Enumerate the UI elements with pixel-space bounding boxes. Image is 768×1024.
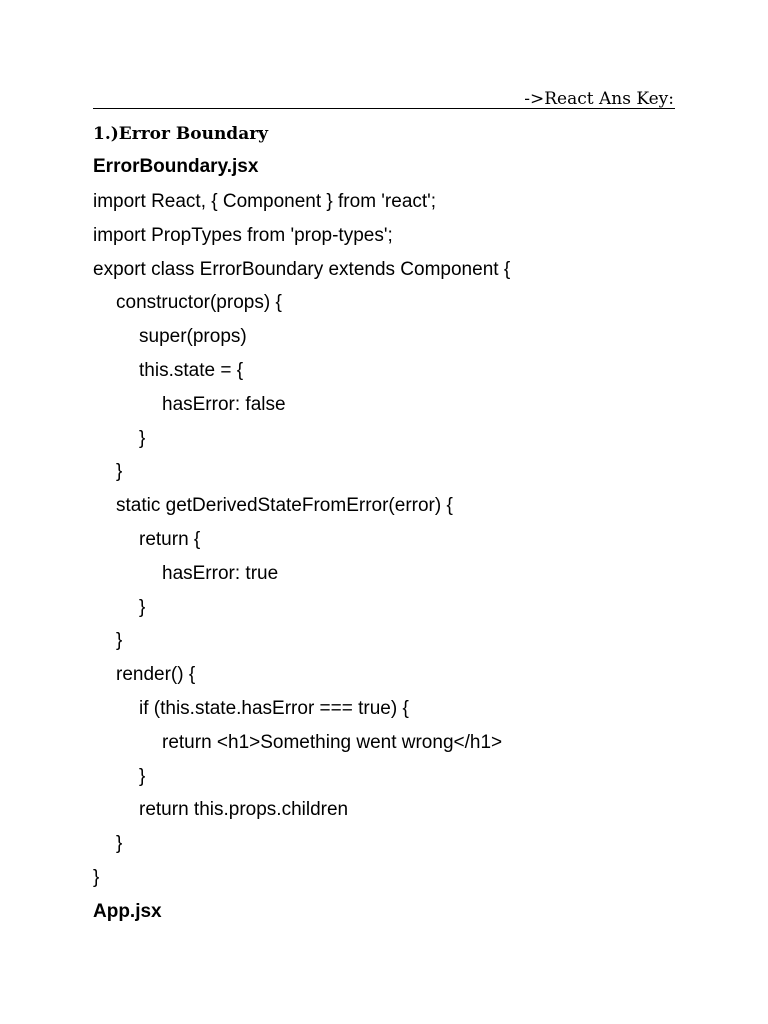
code-line: import React, { Component } from 'react'; — [93, 191, 437, 212]
code-line: return this.props.children — [139, 799, 349, 821]
error-boundary-code-block — [93, 190, 510, 900]
code-line: super(props) — [139, 326, 247, 348]
app-filename: App.jsx — [93, 901, 162, 922]
code-line: } — [139, 765, 146, 787]
code-line: import PropTypes from 'prop-types'; — [93, 224, 393, 246]
code-line: } — [116, 461, 123, 483]
code-line: render() { — [116, 664, 196, 686]
answer-key-label: ->React Ans Key: — [524, 89, 674, 109]
code-line: return { — [139, 528, 201, 550]
code-line: } — [93, 866, 100, 888]
code-line: static getDerivedStateFromError(error) { — [116, 495, 453, 517]
header-divider — [93, 108, 675, 109]
code-line: return <h1>Something went wrong</h1> — [162, 731, 503, 753]
code-line: if (this.state.hasError === true) { — [139, 697, 409, 719]
code-line: } — [139, 596, 146, 618]
code-line: } — [116, 833, 123, 855]
code-line: export class ErrorBoundary extends Component { — [93, 258, 511, 280]
section-heading: 1.)Error Boundary — [93, 124, 269, 144]
code-line: this.state = { — [139, 359, 244, 381]
code-line: hasError: false — [162, 393, 286, 415]
code-line: } — [116, 630, 123, 652]
code-line: constructor(props) { — [116, 292, 282, 314]
code-line: } — [139, 427, 146, 449]
error-boundary-filename: ErrorBoundary.jsx — [93, 156, 259, 177]
code-line: hasError: true — [162, 562, 279, 584]
